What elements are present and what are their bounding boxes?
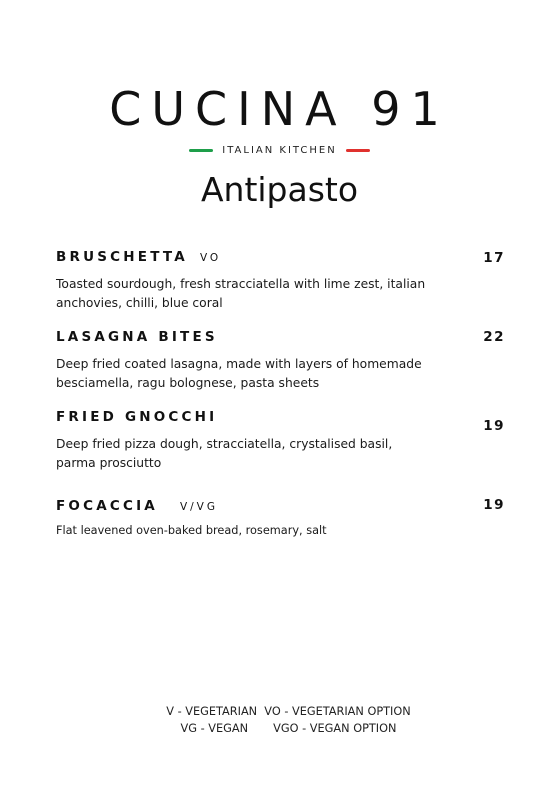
description-line: Flat leavened oven-baked bread, rosemary, salt — [56, 524, 327, 537]
item-name-text: FRIED GNOCCHI — [56, 409, 218, 425]
menu-item-description-bruschetta — [56, 275, 436, 313]
description-line: Deep fried pizza dough, stracciatella, crystalised basil, — [56, 437, 393, 451]
brand-logo-title: CUCINA 91 — [109, 82, 450, 136]
brand-tagline-row — [0, 145, 559, 156]
item-dietary-tag: V/VG — [179, 501, 218, 513]
menu-item-description-focaccia — [56, 521, 376, 540]
menu-item-price-bruschetta: 17 — [483, 250, 505, 266]
section-title: Antipasto — [200, 170, 359, 209]
description-line: parma prosciutto — [56, 456, 162, 470]
dietary-legend-line-1: V - VEGETARIAN VO - VEGETARIAN OPTION — [166, 705, 411, 718]
description-line: besciamella, ragu bolognese, pasta sheets — [56, 376, 320, 390]
menu-item-price-focaccia: 19 — [483, 497, 505, 513]
italian-flag-green-bar — [189, 149, 213, 152]
description-line: Deep fried coated lasagna, made with layers of homemade — [56, 357, 422, 371]
menu-item-name-bruschetta — [56, 249, 221, 265]
menu-item-name-lasagna-bites — [56, 329, 218, 345]
dietary-legend-line-2: VG - VEGAN VGO - VEGAN OPTION — [180, 722, 397, 735]
menu-item-name-focaccia — [56, 498, 218, 514]
italian-flag-red-bar — [346, 149, 370, 152]
item-name-text: FOCACCIA — [56, 498, 158, 514]
menu-item-description-fried-gnocchi — [56, 435, 436, 473]
description-line: Toasted sourdough, fresh stracciatella with lime zest, italian — [56, 277, 426, 291]
menu-item-description-lasagna-bites — [56, 355, 436, 393]
item-name-text: BRUSCHETTA — [56, 249, 188, 265]
item-dietary-tag: VO — [199, 252, 222, 264]
menu-item-name-fried-gnocchi — [56, 409, 217, 425]
description-line: anchovies, chilli, blue coral — [56, 296, 223, 310]
item-name-text: LASAGNA BITES — [56, 329, 218, 345]
brand-tagline: ITALIAN KITCHEN — [222, 145, 337, 156]
menu-item-price-lasagna-bites: 22 — [483, 329, 505, 345]
menu-item-price-fried-gnocchi: 19 — [483, 418, 505, 434]
